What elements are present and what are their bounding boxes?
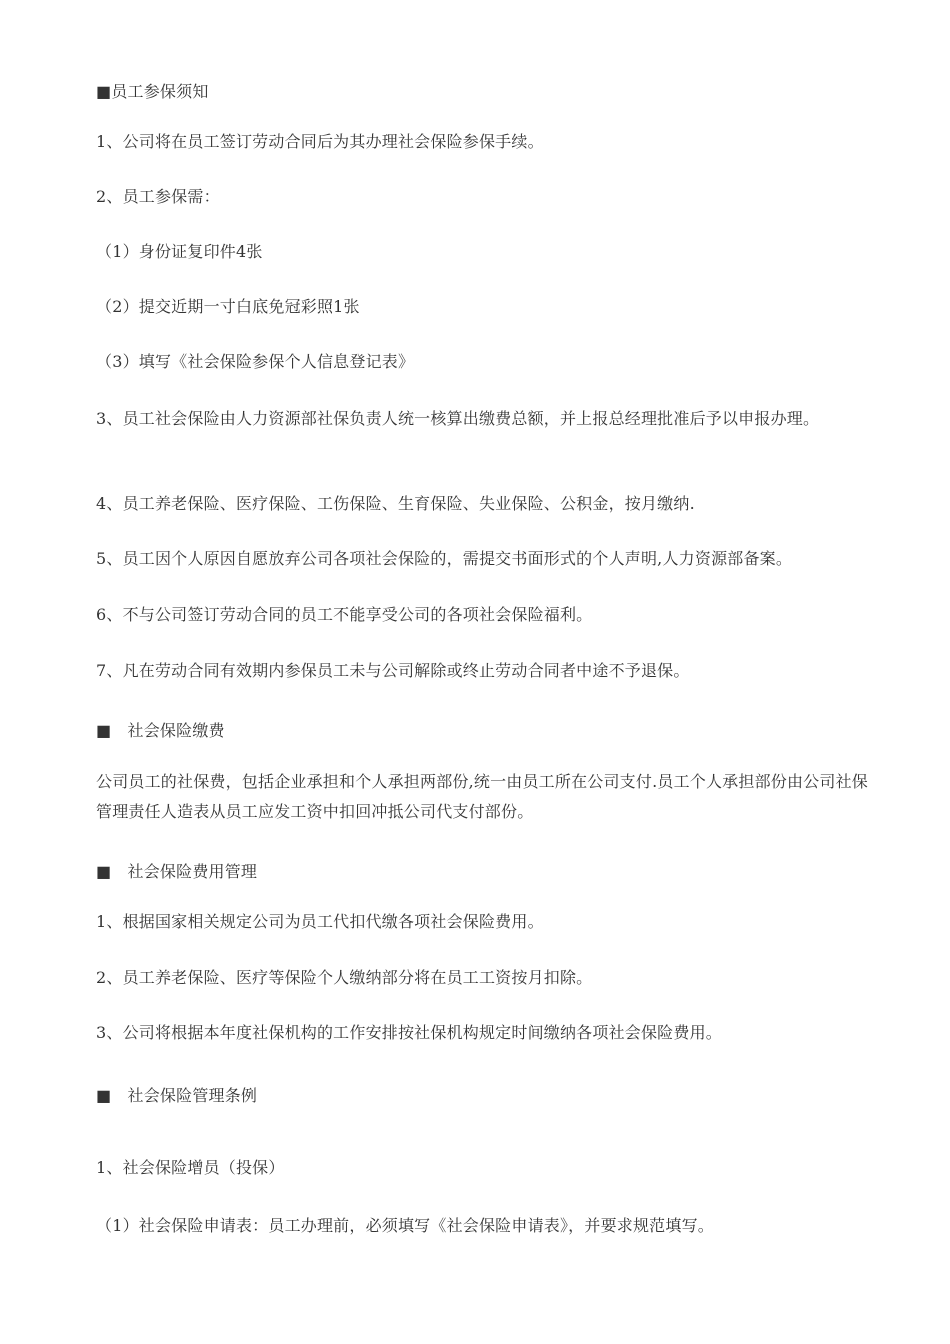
sub-item-3: （3）填写《社会保险参保个人信息登记表》 bbox=[96, 352, 415, 371]
section-heading-payment: ■ 社会保险缴费 bbox=[96, 721, 225, 740]
paragraph-item-5: 5、员工因个人原因自愿放弃公司各项社会保险的，需提交书面形式的个人声明,人力资源部备案。 bbox=[96, 549, 793, 568]
payment-paragraph: 公司员工的社保费，包括企业承担和个人承担两部份,统一由员工所在公司支付.员工个人承担部份由公司社保管理责任人造表从员工应发工资中扣回冲抵公司代支付部份。 bbox=[96, 772, 868, 821]
regulation-sub-item-1: （1）社会保险申请表：员工办理前，必须填写《社会保险申请表》，并要求规范填写。 bbox=[96, 1216, 714, 1235]
paragraph-item-3: 3、员工社会保险由人力资源部社保负责人统一核算出缴费总额，并上报总经理批准后予以申报办理。 bbox=[96, 409, 820, 428]
fee-item-1: 1、根据国家相关规定公司为员工代扣代缴各项社会保险费用。 bbox=[96, 912, 544, 931]
section-heading-regulations: ■ 社会保险管理条例 bbox=[96, 1086, 258, 1105]
paragraph-item-2: 2、员工参保需： bbox=[96, 187, 220, 206]
regulation-item-1: 1、社会保险增员（投保） bbox=[96, 1158, 285, 1177]
section-heading-fee-management: ■ 社会保险费用管理 bbox=[96, 862, 258, 881]
fee-item-3: 3、公司将根据本年度社保机构的工作安排按社保机构规定时间缴纳各项社会保险费用。 bbox=[96, 1023, 722, 1042]
paragraph-item-4: 4、员工养老保险、医疗保险、工伤保险、生育保险、失业保险、公积金，按月缴纳. bbox=[96, 494, 695, 513]
section-heading-participation-notice: ■员工参保须知 bbox=[96, 82, 209, 101]
paragraph-item-6: 6、不与公司签订劳动合同的员工不能享受公司的各项社会保险福利。 bbox=[96, 605, 593, 624]
fee-item-2: 2、员工养老保险、医疗等保险个人缴纳部分将在员工工资按月扣除。 bbox=[96, 968, 593, 987]
sub-item-2: （2）提交近期一寸白底免冠彩照1张 bbox=[96, 297, 360, 316]
paragraph-item-7: 7、凡在劳动合同有效期内参保员工未与公司解除或终止劳动合同者中途不予退保。 bbox=[96, 661, 690, 680]
paragraph-item-1: 1、公司将在员工签订劳动合同后为其办理社会保险参保手续。 bbox=[96, 132, 544, 151]
sub-item-1: （1）身份证复印件4张 bbox=[96, 242, 263, 261]
